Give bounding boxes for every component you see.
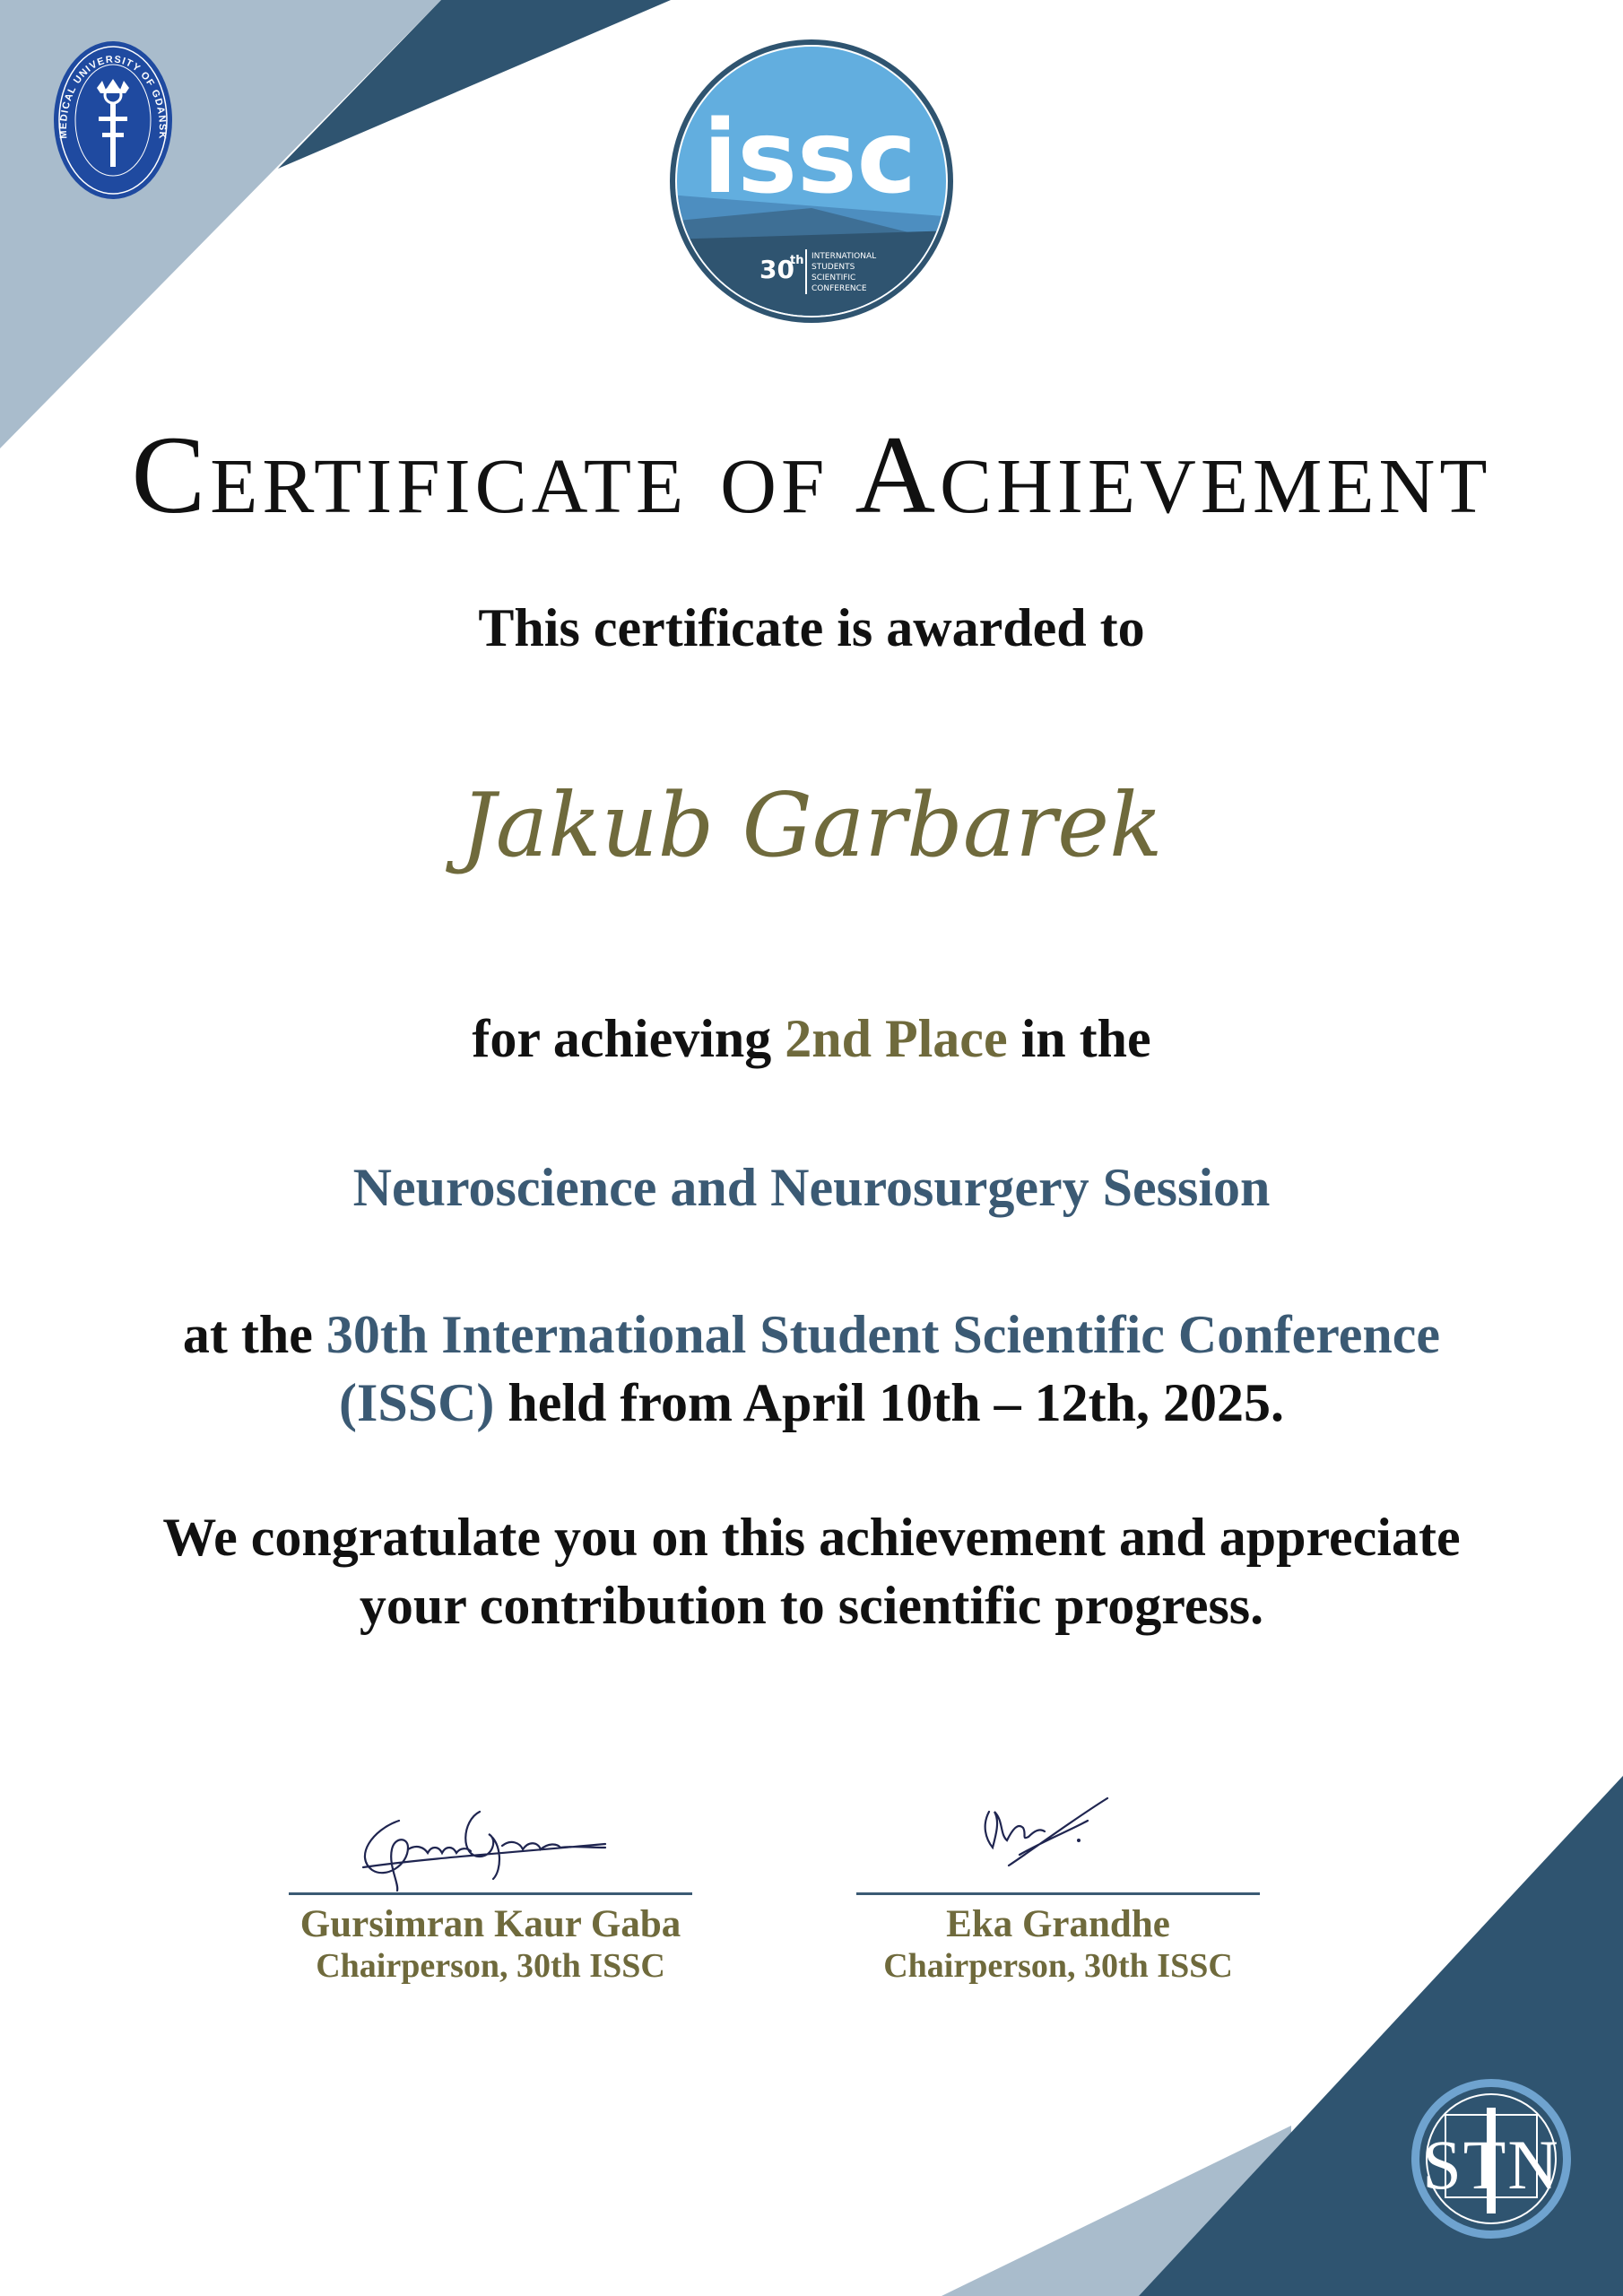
svg-text:STN: STN (1422, 2126, 1560, 2204)
stn-emblem-icon (1410, 2077, 1573, 2240)
university-seal-icon (52, 39, 174, 201)
achievement-suffix: in the (1007, 1009, 1151, 1068)
svg-text:th: th (790, 254, 804, 267)
conference-prefix: at the (182, 1305, 326, 1364)
svg-text:STUDENTS: STUDENTS (812, 263, 855, 272)
signatory-role: Chairperson, 30th ISSC (316, 1947, 665, 1985)
certificate-title: Certificate of Achievement (131, 413, 1492, 536)
conference-name: 30th International Student Scientific Conference (325, 1305, 1441, 1364)
signature-2-image (973, 1785, 1116, 1874)
signatory-name: Gursimran Kaur Gaba (299, 1903, 681, 1945)
signature-line (856, 1892, 1260, 1895)
achievement-prefix: for achieving (472, 1009, 785, 1068)
signatory-name: Eka Grandhe (946, 1903, 1170, 1945)
conference-abbrev: (ISSC) (339, 1373, 495, 1432)
svg-text:30: 30 (759, 255, 794, 284)
signatory-role: Chairperson, 30th ISSC (883, 1947, 1233, 1985)
conference-line-2 (0, 1369, 1623, 1437)
session-name: Neuroscience and Neurosurgery Session (352, 1158, 1271, 1217)
recipient-name: Jakub Garbarek (460, 775, 1163, 877)
issc-logo-icon (668, 38, 955, 325)
svg-text:MEDICAL UNIVERSITY OF GDANSK: MEDICAL UNIVERSITY OF GDANSK (57, 54, 169, 141)
svg-text:INTERNATIONAL: INTERNATIONAL (812, 252, 877, 261)
svg-text:issc: issc (702, 100, 917, 216)
achievement-line (0, 1004, 1623, 1073)
achievement-place: 2nd Place (785, 1009, 1008, 1068)
congrats-line-2: your contribution to scientific progress. (359, 1576, 1264, 1635)
svg-text:SCIENTIFIC: SCIENTIFIC (812, 274, 856, 283)
conference-dates: held from April 10th – 12th, 2025. (494, 1373, 1284, 1432)
signature-1-image (345, 1794, 614, 1892)
awarded-line: This certificate is awarded to (478, 598, 1145, 657)
conference-line-1 (0, 1300, 1623, 1369)
congrats-line-1: We congratulate you on this achievement and appreciate (162, 1508, 1461, 1567)
signature-line (289, 1892, 692, 1895)
svg-text:CONFERENCE: CONFERENCE (812, 284, 867, 293)
